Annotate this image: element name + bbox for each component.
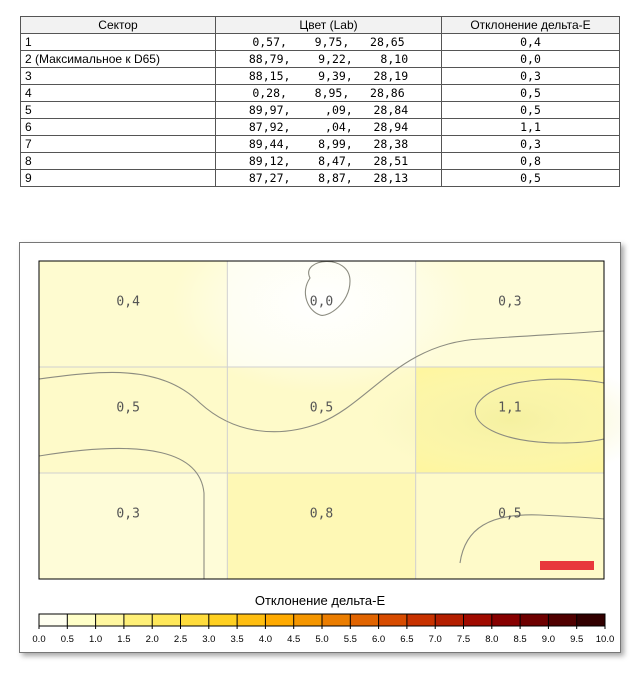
scale-tick-label: 7.0 — [428, 634, 442, 645]
lab-cell: 87,92, ,04, 28,94 — [216, 119, 442, 136]
delta-e-cell: 0,5 — [442, 170, 620, 187]
delta-e-cell: 1,1 — [442, 119, 620, 136]
scale-segment — [181, 614, 209, 626]
scale-tick-label: 4.0 — [258, 634, 272, 645]
scale-segment — [124, 614, 152, 626]
heatmap-panel — [19, 242, 621, 653]
scale-tick-label: 5.0 — [315, 634, 329, 645]
scale-segment — [209, 614, 237, 626]
cell-label: 0,0 — [309, 294, 334, 310]
scale-segment — [322, 614, 350, 626]
scale-tick-label: 9.5 — [570, 634, 584, 645]
scale-tick-label: 3.0 — [202, 634, 216, 645]
table-row — [21, 68, 620, 85]
cell-label: 0,3 — [116, 506, 140, 522]
delta-e-cell: 0,5 — [442, 102, 620, 119]
delta-e-cell: 0,0 — [442, 51, 620, 68]
delta-e-cell: 0,3 — [442, 68, 620, 85]
cell-label: 1,1 — [498, 400, 522, 416]
scale-segment — [265, 614, 293, 626]
sector-cell: 8 — [21, 153, 216, 170]
scale-segment — [152, 614, 180, 626]
scale-segment — [577, 614, 605, 626]
sector-cell: 3 — [21, 68, 216, 85]
scale-tick-label: 6.5 — [400, 634, 414, 645]
scale-segment — [464, 614, 492, 626]
lab-cell: 88,15, 9,39, 28,19 — [216, 68, 442, 85]
lab-cell: 89,97, ,09, 28,84 — [216, 102, 442, 119]
delta-e-cell: 0,3 — [442, 136, 620, 153]
scale-segment — [294, 614, 322, 626]
delta-e-cell: 0,4 — [442, 34, 620, 51]
scale-tick-label: 2.0 — [145, 634, 159, 645]
table-row — [21, 102, 620, 119]
sector-cell: 6 — [21, 119, 216, 136]
table-row — [21, 136, 620, 153]
header-delta-e: Отклонение дельта-E — [442, 17, 620, 34]
cell-label: 0,4 — [116, 294, 140, 310]
lab-cell: 0,28, 8,95, 28,86 — [216, 85, 442, 102]
sector-cell: 4 — [21, 85, 216, 102]
scale-tick-label: 6.0 — [371, 634, 386, 645]
heatmap-chart — [20, 243, 620, 652]
lab-cell: 89,12, 8,47, 28,51 — [216, 153, 442, 170]
cell-label: 0,5 — [116, 400, 140, 416]
scale-tick-label: 1.0 — [88, 634, 103, 645]
scale-tick-label: 5.5 — [343, 634, 357, 645]
scale-title: Отклонение дельта-E — [254, 593, 386, 608]
table-row — [21, 153, 620, 170]
scale-tick-label: 8.5 — [513, 634, 527, 645]
sector-cell: 7 — [21, 136, 216, 153]
scale-segment — [520, 614, 548, 626]
scale-segment — [67, 614, 95, 626]
table-row — [21, 85, 620, 102]
heatmap-cell-8 — [227, 473, 415, 579]
header-sector: Сектор — [21, 17, 216, 34]
scale-segment — [492, 614, 520, 626]
scale-tick-label: 10.0 — [595, 634, 615, 645]
delta-e-cell: 0,5 — [442, 85, 620, 102]
header-lab: Цвет (Lab) — [216, 17, 442, 34]
scale-tick-label: 8.0 — [485, 634, 499, 645]
table-row — [21, 119, 620, 136]
sector-cell: 9 — [21, 170, 216, 187]
heatmap-cell-7 — [39, 473, 227, 579]
scale-segment — [407, 614, 435, 626]
scale-tick-label: 9.0 — [541, 634, 555, 645]
table-row — [21, 51, 620, 68]
scale-segment — [237, 614, 265, 626]
scale-segment — [435, 614, 463, 626]
scale-segment — [39, 614, 67, 626]
table-row — [21, 34, 620, 51]
scale-tick-label: 2.5 — [173, 634, 188, 645]
watermark-bar — [540, 561, 594, 570]
scale-segment — [96, 614, 124, 626]
scale-tick-label: 4.5 — [287, 634, 301, 645]
lab-cell: 88,79, 9,22, 8,10 — [216, 51, 442, 68]
scale-tick-label: 7.5 — [456, 634, 471, 645]
lab-cell: 87,27, 8,87, 28,13 — [216, 170, 442, 187]
cell-label: 0,5 — [498, 506, 522, 522]
cell-label: 0,8 — [309, 506, 334, 522]
sector-cell: 1 — [21, 34, 216, 51]
scale-tick-label: 1.5 — [117, 634, 131, 645]
scale-tick-label: 0.5 — [60, 634, 74, 645]
scale-segment — [548, 614, 576, 626]
scale-tick-label: 0.0 — [32, 634, 46, 645]
sector-cell: 2 (Максимальное к D65) — [21, 51, 216, 68]
scale-segment — [379, 614, 407, 626]
heatmap-cell-4 — [39, 367, 227, 473]
delta-e-cell: 0,8 — [442, 153, 620, 170]
cell-label: 0,3 — [498, 294, 522, 310]
scale-segment — [350, 614, 378, 626]
scale-tick-label: 3.5 — [230, 634, 244, 645]
lab-cell: 89,44, 8,99, 28,38 — [216, 136, 442, 153]
sector-cell: 5 — [21, 102, 216, 119]
table-header-row — [21, 17, 620, 34]
cell-label: 0,5 — [309, 400, 334, 416]
table-row — [21, 170, 620, 187]
lab-cell: 0,57, 9,75, 28,65 — [216, 34, 442, 51]
delta-e-table — [20, 16, 620, 187]
